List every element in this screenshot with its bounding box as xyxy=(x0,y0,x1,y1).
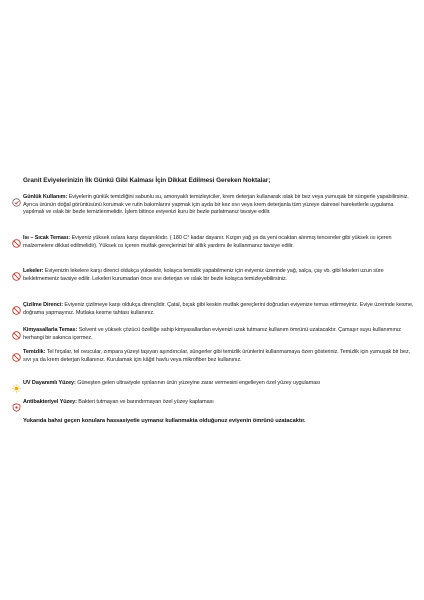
care-item-chemicals xyxy=(12,327,414,342)
care-item-stains xyxy=(12,268,414,283)
item-label: Isı – Sıcak Teması: xyxy=(23,235,70,241)
prohibited-icon xyxy=(12,268,21,277)
care-item-uv-surface xyxy=(12,380,414,388)
item-label: Kimyasallarla Temas: xyxy=(23,327,78,333)
care-item-scratch-resistance xyxy=(12,302,414,317)
prohibited-icon xyxy=(12,349,21,358)
item-text: Bakteri tutmayan ve barındırmayan özel yüzey kaplaması xyxy=(76,399,214,405)
item-text: Eviyenizin lekelere karşı direnci oldukça yüksektir, kolayca temizlik yapabilmeniz için eviyeniz üzerinde yağ, salça, çay vb. gibi lekeleri uzun süre bekletmemeniz tavsiye edilir. Lekeleri kurumadan önce sıvı deterjan ve ıslak bir bezle kolayca temizleyebilirsiniz. xyxy=(23,268,384,282)
item-text: Solvent ve yüksek çözücü özelliğe sahip kimyasallardan eviyenizi uzak tutmanız kullanım ömrünü uzatacaktır. Çamaşır suyu kullanımınız herhangi bir sakınca içermez. xyxy=(23,327,401,341)
antibacterial-icon xyxy=(12,399,21,408)
item-label: Temizlik: xyxy=(23,349,46,355)
document-footer-note: Yukarıda bahsi geçen konulara hassasiyetle uymanız kullanmakta olduğunuz eviyenin ömrünü uzatacaktır. xyxy=(23,418,306,424)
care-item-daily-use xyxy=(12,194,414,217)
item-label: Antibakteriyel Yüzey: xyxy=(23,399,77,405)
item-text: Güneşten gelen ultraviyole ışınlarının ürün yüzeyine zarar vermesini engelleyen özel yüzey uygulaması xyxy=(75,380,321,386)
item-label: Günlük Kullanım: xyxy=(23,194,68,200)
item-text: Eviyeniz çizilmeye karşı oldukça dirençlidir. Çatal, bıçak gibi keskin mutfak gereçlerini doğrudan eviyenize temas ettirmeyiniz. Eviye üzerinde kesme, doğrama yapmayınız. Mutlaka kesme tahtası kullanınız. xyxy=(23,302,414,316)
care-item-cleaning xyxy=(12,349,414,364)
item-label: Lekeler: xyxy=(23,268,44,274)
check-circle-icon xyxy=(12,194,21,203)
item-label: Çizilme Direnci: xyxy=(23,302,63,308)
document-title: Granit Eviyelerinizin İlk Günkü Gibi Kalması İçin Dikkat Edilmesi Gereken Noktalar; xyxy=(23,177,271,184)
care-item-antibacterial xyxy=(12,399,414,407)
item-text: Eviyelerin günlük temizliğini sabunlu su, amonyaklı temizleyiciler, krem deterjan kullanarak ıslak bir bez veya yumuşak bir süngerle yapabilirsiniz. Ayrıca ürünün doğal görüntüsünü korumak ve rutin bakımlarını yapmak için ayda bir kez sıvı veya krem deterjanla tüm yüzeye dairesel hareketlerle uygulama yapılmalı ve ıslak bir bezle temizlenmelidir. İşlem bitince eviyenizi kuru bir bezle parlatmanız tavsiye edilir. xyxy=(23,194,409,216)
item-text: Tel fırçalar, tel ovucular, zımpara yüzeyi taşıyan aşındırıcılar, süngerler gibi temizlik ürünlerini kullanmamaya özen gösteriniz. Temizlik için yumuşak bir bez, sıvı ya da krem deterjan kullanınız. Kurulamak için kâğıt havlu veya mikrofiber bez kullanınız. xyxy=(23,349,411,363)
sun-icon xyxy=(12,380,21,389)
prohibited-icon xyxy=(12,327,21,336)
prohibited-icon xyxy=(12,235,21,244)
prohibited-icon xyxy=(12,302,21,311)
item-text: Eviyeniz yüksek ısılara karşı dayanıklıdır. ( 180 C° kadar dayanır. Kızgın yağ ya da yeni ocaktan alınmış tencereler gibi yüksek ısı içeren malzemelere dikkat edilmelidir). Yüksek ısı içeren mutfak gereçlerinizi bir altlık yardımı ile kullanmanız tavsiye edilir. xyxy=(23,235,392,249)
item-label: UV Dayanımlı Yüzey: xyxy=(23,380,76,386)
care-item-heat xyxy=(12,235,414,250)
